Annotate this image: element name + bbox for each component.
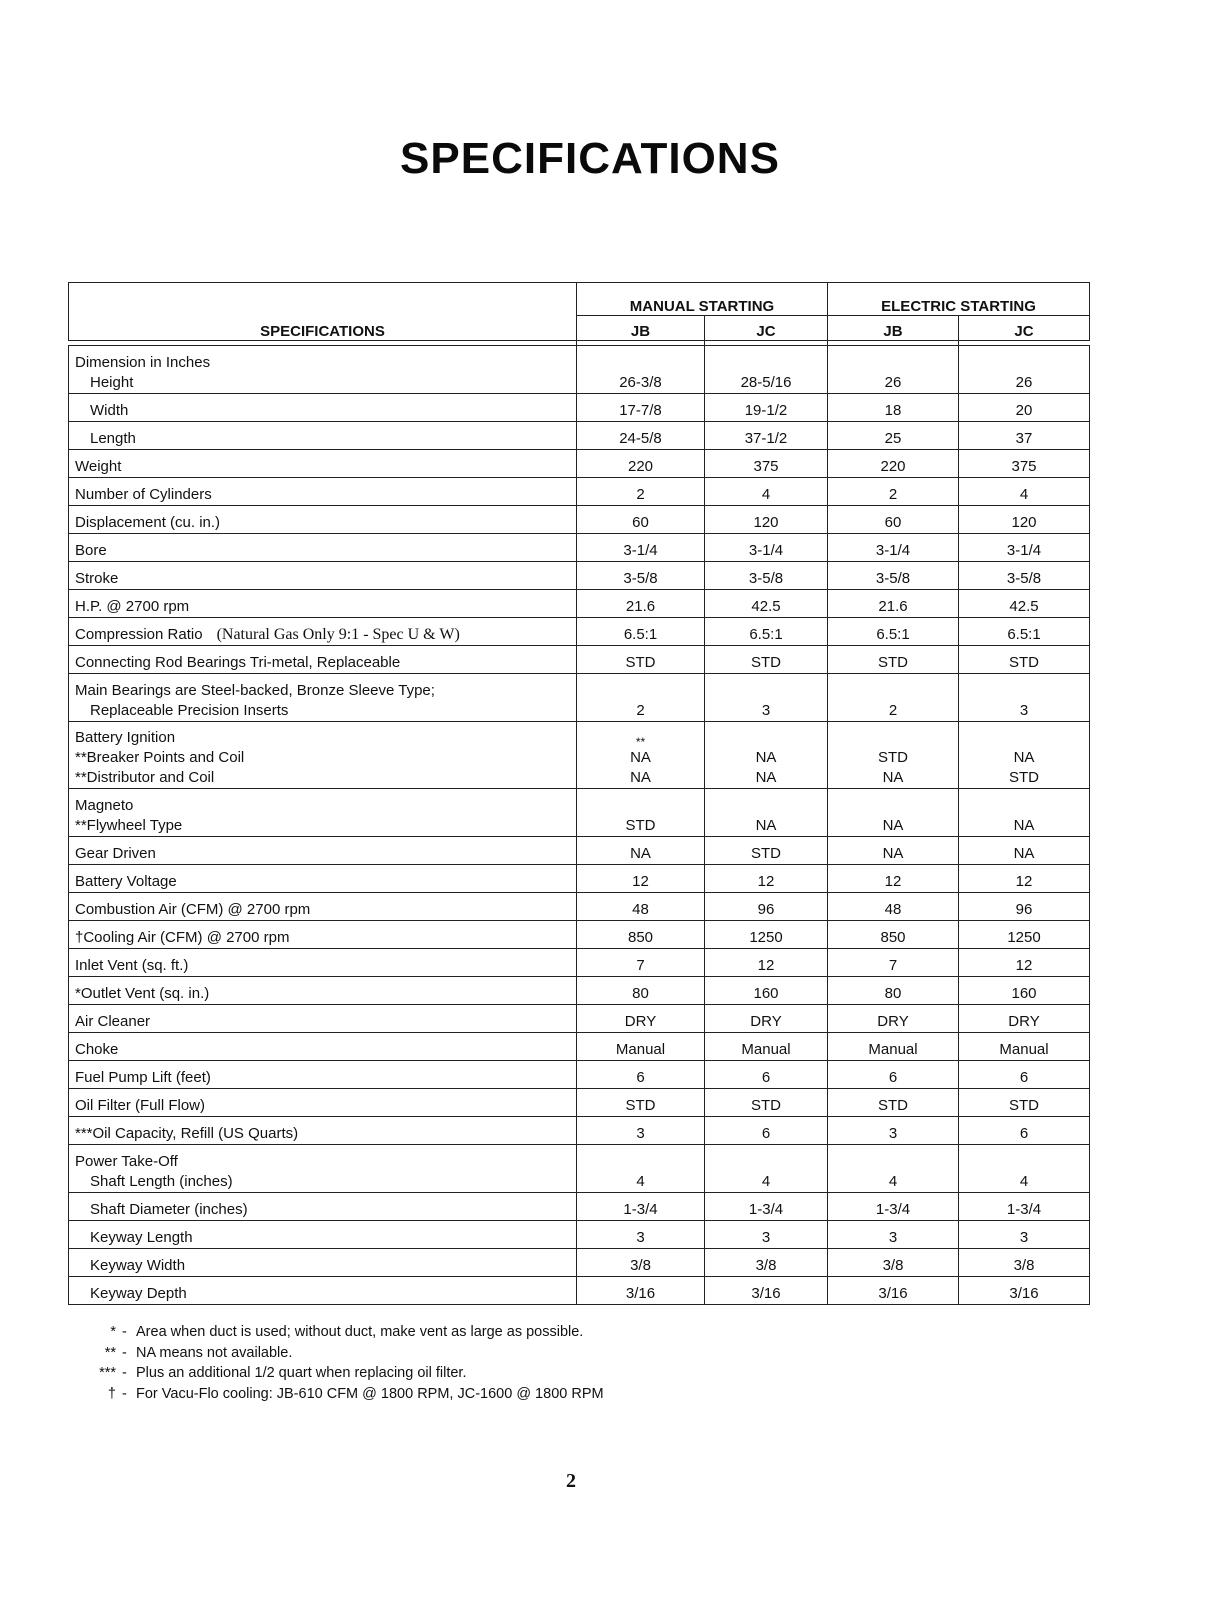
row-label-line: Battery Voltage: [75, 873, 177, 890]
footnote-marker: **: [635, 735, 646, 749]
value-cell: NA: [828, 837, 959, 865]
row-label-line: **Distributor and Coil: [75, 769, 215, 786]
model-header-electric-jb: JB: [828, 316, 959, 341]
table-row: [69, 674, 1090, 722]
row-label-line: H.P. @ 2700 rpm: [75, 598, 190, 615]
row-label: [69, 534, 577, 562]
row-label: [69, 1193, 577, 1221]
value-cell: 1-3/4: [577, 1193, 705, 1221]
value-cell: 3/16: [959, 1277, 1090, 1305]
value-cell: 18: [828, 394, 959, 422]
value-cell: 3: [577, 1221, 705, 1249]
value-cell: 42.5: [705, 590, 828, 618]
value-cell: 3/8: [577, 1249, 705, 1277]
table-row: [69, 789, 1090, 837]
value-cell: 26-3/8: [577, 346, 705, 394]
value-cell: 160: [705, 977, 828, 1005]
row-label: [69, 674, 577, 722]
row-label: [69, 1033, 577, 1061]
value-cell: 6.5:1: [828, 618, 959, 646]
table-row: [69, 1277, 1090, 1305]
row-label: [69, 1089, 577, 1117]
row-label: [69, 921, 577, 949]
value-cell: [828, 722, 959, 789]
value-cell: 6.5:1: [577, 618, 705, 646]
table-row: [69, 394, 1090, 422]
value-cell: 3-1/4: [828, 534, 959, 562]
table-row: [69, 1193, 1090, 1221]
table-row: [69, 921, 1090, 949]
value-cell: 850: [577, 921, 705, 949]
value-cell: NA: [959, 789, 1090, 837]
footnote-dash: -: [122, 1365, 127, 1381]
row-label-line: Keyway Length: [90, 1229, 193, 1246]
value-cell: 26: [828, 346, 959, 394]
value-cell: 21.6: [577, 590, 705, 618]
value-cell: STD: [577, 1089, 705, 1117]
value-cell: 3/16: [828, 1277, 959, 1305]
row-label-line: Inlet Vent (sq. ft.): [75, 957, 189, 974]
row-label-line: Displacement (cu. in.): [75, 514, 221, 531]
value-cell: STD: [705, 837, 828, 865]
value-cell: STD: [959, 1089, 1090, 1117]
value-cell: STD: [959, 646, 1090, 674]
value-cell: 1250: [705, 921, 828, 949]
value-line: NA: [755, 749, 777, 766]
row-label: [69, 562, 577, 590]
value-cell: 60: [828, 506, 959, 534]
row-label-line: Main Bearings are Steel-backed, Bronze Sleeve Type;: [75, 682, 435, 699]
value-cell: STD: [577, 789, 705, 837]
table-row: [69, 722, 1090, 789]
value-cell: 2: [828, 478, 959, 506]
value-cell: 6.5:1: [959, 618, 1090, 646]
value-cell: 3-5/8: [705, 562, 828, 590]
value-cell: 7: [828, 949, 959, 977]
footnote-dash: -: [122, 1344, 127, 1361]
table-row: [69, 1221, 1090, 1249]
table-row: [69, 450, 1090, 478]
value-cell: 24-5/8: [577, 422, 705, 450]
value-cell: 3/16: [705, 1277, 828, 1305]
value-cell: NA: [828, 789, 959, 837]
row-label-line: Fuel Pump Lift (feet): [75, 1069, 211, 1086]
table-row: [69, 837, 1090, 865]
value-cell: 6: [705, 1117, 828, 1145]
group-header-manual-starting: MANUAL STARTING: [577, 283, 828, 316]
row-label: [69, 1117, 577, 1145]
value-cell: 12: [577, 865, 705, 893]
value-cell: Manual: [577, 1033, 705, 1061]
row-label: [69, 478, 577, 506]
page-number: 2: [566, 1470, 576, 1492]
row-label: [69, 1061, 577, 1089]
value-cell: 80: [828, 977, 959, 1005]
value-line: NA: [630, 769, 651, 786]
table-row: [69, 1089, 1090, 1117]
value-cell: NA: [577, 837, 705, 865]
value-cell: 6: [577, 1061, 705, 1089]
value-cell: 80: [577, 977, 705, 1005]
value-cell: DRY: [959, 1005, 1090, 1033]
value-cell: Manual: [959, 1033, 1090, 1061]
value-cell: 375: [705, 450, 828, 478]
row-label: [69, 450, 577, 478]
table-row: [69, 346, 1090, 394]
row-label-line: Oil Filter (Full Flow): [75, 1097, 205, 1114]
row-label-line: Stroke: [75, 570, 119, 587]
value-cell: 4: [959, 1145, 1090, 1193]
footnote-mark: **: [104, 1344, 116, 1361]
value-cell: 220: [577, 450, 705, 478]
value-cell: Manual: [828, 1033, 959, 1061]
table-row: [69, 949, 1090, 977]
value-cell: 6: [828, 1061, 959, 1089]
value-cell: 26: [959, 346, 1090, 394]
row-label: [69, 590, 577, 618]
table-row: [69, 893, 1090, 921]
value-line: STD: [1009, 769, 1039, 786]
row-label-line: Height: [90, 374, 134, 391]
row-label: [69, 346, 577, 394]
value-cell: 3: [828, 1117, 959, 1145]
value-cell: 160: [959, 977, 1090, 1005]
value-cell: DRY: [577, 1005, 705, 1033]
footnote-text: For Vacu-Flo cooling: JB-610 CFM @ 1800 RPM, JC-1600 @ 1800 RPM: [136, 1385, 604, 1402]
value-cell: 3/8: [959, 1249, 1090, 1277]
row-label-line: Power Take-Off: [75, 1153, 178, 1170]
row-label-line: Battery Ignition: [75, 729, 176, 746]
table-row: [69, 590, 1090, 618]
row-label-line: **Flywheel Type: [75, 817, 183, 834]
value-cell: 120: [705, 506, 828, 534]
table-row: [69, 1061, 1090, 1089]
row-label: [69, 949, 577, 977]
value-cell: 3: [705, 1221, 828, 1249]
table-row: [69, 1249, 1090, 1277]
row-label: [69, 1221, 577, 1249]
model-header-manual-jb: JB: [577, 316, 705, 341]
row-label-line: Weight: [75, 458, 122, 475]
row-label-line: Magneto: [75, 797, 134, 814]
specifications-table: [68, 282, 1090, 1305]
row-label-line: Choke: [75, 1041, 119, 1058]
value-cell: STD: [577, 646, 705, 674]
value-cell: 3: [577, 1117, 705, 1145]
footnote: [78, 1363, 604, 1384]
value-cell: 4: [705, 478, 828, 506]
value-cell: 37: [959, 422, 1090, 450]
row-label: [69, 893, 577, 921]
table-row: [69, 865, 1090, 893]
value-cell: Manual: [705, 1033, 828, 1061]
value-cell: NA: [705, 789, 828, 837]
table-row: [69, 977, 1090, 1005]
table-row: [69, 562, 1090, 590]
footnote-mark: ***: [99, 1365, 116, 1381]
value-cell: 3: [959, 674, 1090, 722]
value-cell: 3/8: [705, 1249, 828, 1277]
value-cell: 220: [828, 450, 959, 478]
value-cell: 20: [959, 394, 1090, 422]
row-label: [69, 977, 577, 1005]
footnote-mark: *: [110, 1324, 116, 1340]
value-cell: 17-7/8: [577, 394, 705, 422]
value-cell: STD: [705, 1089, 828, 1117]
value-cell: 3-1/4: [705, 534, 828, 562]
value-cell: 4: [959, 478, 1090, 506]
footnote-text: Area when duct is used; without duct, make vent as large as possible.: [136, 1324, 584, 1340]
row-label-line: Connecting Rod Bearings Tri-metal, Replaceable: [75, 654, 401, 671]
value-cell: STD: [828, 1089, 959, 1117]
row-label-line: Bore: [75, 542, 107, 559]
row-label: [69, 837, 577, 865]
value-cell: 37-1/2: [705, 422, 828, 450]
footnote-dash: -: [122, 1324, 127, 1340]
value-cell: STD: [705, 646, 828, 674]
table-row: [69, 1117, 1090, 1145]
table-row: [69, 422, 1090, 450]
value-cell: 48: [577, 893, 705, 921]
footnote: [78, 1384, 604, 1405]
row-label-line: **Breaker Points and Coil: [75, 749, 245, 766]
row-label-line-with-note: [75, 625, 570, 645]
value-cell: 4: [705, 1145, 828, 1193]
value-cell: 6.5:1: [705, 618, 828, 646]
row-label-line: †Cooling Air (CFM) @ 2700 rpm: [75, 929, 290, 946]
value-cell: 7: [577, 949, 705, 977]
row-label: [69, 506, 577, 534]
footnote-text: NA means not available.: [136, 1344, 293, 1361]
value-cell: 3/16: [577, 1277, 705, 1305]
row-label: [69, 1249, 577, 1277]
row-label-line: Keyway Width: [90, 1257, 186, 1274]
footnote-dash: -: [122, 1385, 127, 1402]
row-label-line: Number of Cylinders: [75, 486, 212, 503]
row-label: [69, 618, 577, 646]
row-label: [69, 722, 577, 789]
value-cell: [577, 722, 705, 789]
row-label-line: *Outlet Vent (sq. in.): [75, 985, 210, 1002]
model-header-manual-jc: JC: [705, 316, 828, 341]
value-cell: 48: [828, 893, 959, 921]
value-cell: 4: [577, 1145, 705, 1193]
value-cell: 3: [705, 674, 828, 722]
table-row: [69, 534, 1090, 562]
value-cell: 3: [959, 1221, 1090, 1249]
value-cell: 12: [705, 865, 828, 893]
table-row: [69, 1005, 1090, 1033]
footnote: [78, 1322, 604, 1343]
value-cell: 1-3/4: [828, 1193, 959, 1221]
row-label-line: Shaft Length (inches): [90, 1173, 233, 1190]
row-label-line: Compression Ratio: [75, 626, 203, 643]
row-label: [69, 1277, 577, 1305]
value-cell: 6: [705, 1061, 828, 1089]
value-cell: 3-5/8: [959, 562, 1090, 590]
value-cell: 6: [959, 1061, 1090, 1089]
value-cell: [705, 722, 828, 789]
page-title: SPECIFICATIONS: [400, 134, 780, 183]
value-cell: 19-1/2: [705, 394, 828, 422]
value-cell: 12: [705, 949, 828, 977]
row-label: [69, 394, 577, 422]
row-label: [69, 422, 577, 450]
row-label-line: Combustion Air (CFM) @ 2700 rpm: [75, 901, 311, 918]
value-cell: 12: [959, 865, 1090, 893]
row-label: [69, 1145, 577, 1193]
model-header-electric-jc: JC: [959, 316, 1090, 341]
value-cell: 12: [828, 865, 959, 893]
table-row: [69, 646, 1090, 674]
value-cell: 3/8: [828, 1249, 959, 1277]
row-label-line: ***Oil Capacity, Refill (US Quarts): [75, 1125, 299, 1142]
row-label-line: Replaceable Precision Inserts: [90, 702, 289, 719]
value-cell: DRY: [705, 1005, 828, 1033]
row-label: [69, 1005, 577, 1033]
value-cell: 2: [577, 674, 705, 722]
table-row: [69, 478, 1090, 506]
value-cell: 3-1/4: [959, 534, 1090, 562]
value-line: NA: [755, 769, 777, 786]
value-cell: 3: [828, 1221, 959, 1249]
value-cell: 25: [828, 422, 959, 450]
specifications-column-header: SPECIFICATIONS: [69, 283, 577, 341]
row-label-line: Dimension in Inches: [75, 354, 211, 371]
row-label: [69, 789, 577, 837]
table-row: [69, 618, 1090, 646]
value-cell: DRY: [828, 1005, 959, 1033]
footnote-text: Plus an additional 1/2 quart when replacing oil filter.: [136, 1365, 467, 1381]
row-label-line: Length: [90, 430, 136, 447]
value-cell: [959, 722, 1090, 789]
footnote: [78, 1343, 604, 1364]
value-cell: 21.6: [828, 590, 959, 618]
value-cell: 4: [828, 1145, 959, 1193]
specifications-table-body: [69, 341, 1090, 1305]
value-cell: 375: [959, 450, 1090, 478]
value-cell: 2: [828, 674, 959, 722]
value-cell: 1250: [959, 921, 1090, 949]
value-cell: 42.5: [959, 590, 1090, 618]
row-label-line: Keyway Depth: [90, 1285, 187, 1302]
value-cell: NA: [959, 837, 1090, 865]
value-cell: 3-1/4: [577, 534, 705, 562]
value-cell: 3-5/8: [828, 562, 959, 590]
row-label-line: Air Cleaner: [75, 1013, 151, 1030]
value-cell: 96: [959, 893, 1090, 921]
value-cell: 3-5/8: [577, 562, 705, 590]
value-cell: 1-3/4: [959, 1193, 1090, 1221]
footnotes: [78, 1322, 604, 1404]
row-label: [69, 865, 577, 893]
row-note: (Natural Gas Only 9:1 - Spec U & W): [216, 626, 460, 643]
value-cell: 1-3/4: [705, 1193, 828, 1221]
value-cell: 2: [577, 478, 705, 506]
value-line: NA: [630, 749, 651, 766]
value-cell: 12: [959, 949, 1090, 977]
value-cell: 120: [959, 506, 1090, 534]
value-line: STD: [878, 749, 908, 766]
row-label-line: Gear Driven: [75, 845, 156, 862]
table-row: [69, 1145, 1090, 1193]
value-cell: 850: [828, 921, 959, 949]
footnote-mark: †: [107, 1385, 116, 1402]
group-header-electric-starting: ELECTRIC STARTING: [828, 283, 1090, 316]
value-cell: 28-5/16: [705, 346, 828, 394]
row-label: [69, 646, 577, 674]
row-label-line: Shaft Diameter (inches): [90, 1201, 248, 1218]
table-row: [69, 1033, 1090, 1061]
value-cell: STD: [828, 646, 959, 674]
row-label-line: Width: [90, 402, 129, 419]
value-line: NA: [1013, 749, 1035, 766]
value-cell: 96: [705, 893, 828, 921]
table-row: [69, 506, 1090, 534]
value-line: NA: [882, 769, 904, 786]
value-cell: 60: [577, 506, 705, 534]
value-cell: 6: [959, 1117, 1090, 1145]
